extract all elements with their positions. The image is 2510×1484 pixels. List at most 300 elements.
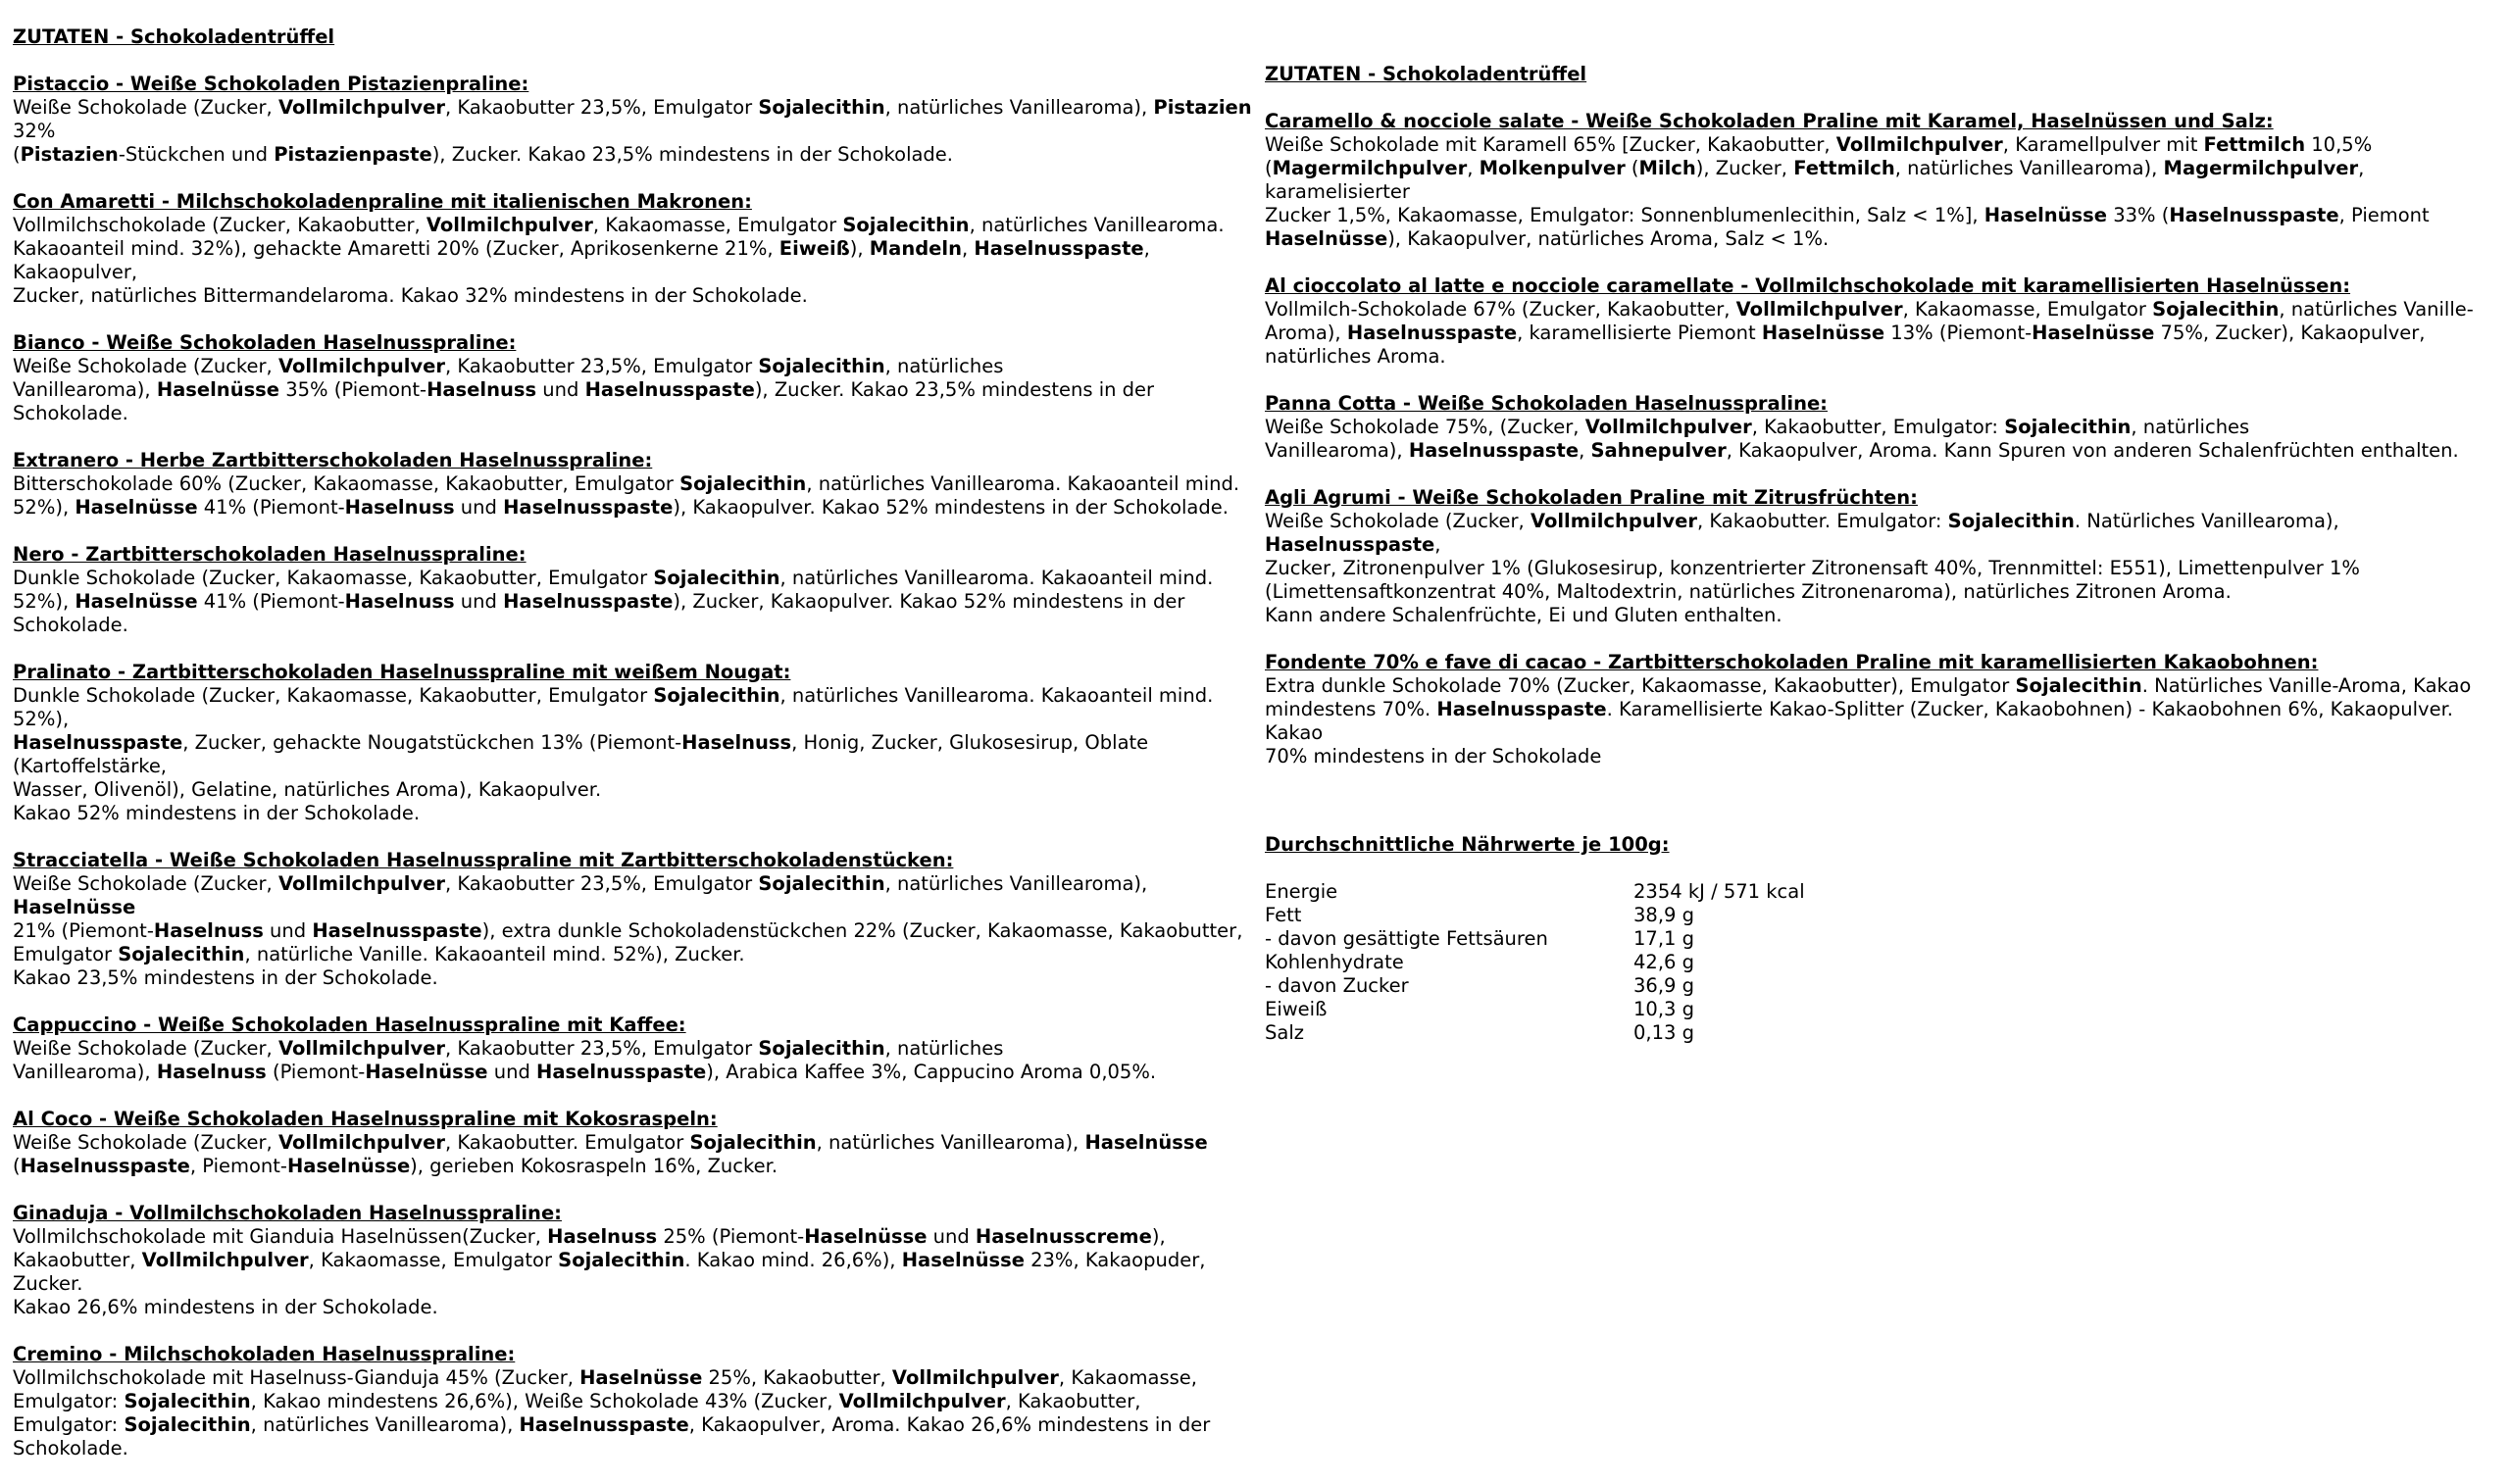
text-run: , karamellisierte Piemont (1517, 322, 1762, 344)
text-run: ), (1151, 1225, 1166, 1248)
allergen-text: Sojalecithin (758, 355, 885, 377)
allergen-text: Haselnuss (681, 731, 792, 754)
ingredient-line (1265, 674, 2502, 698)
text-run: , natürliches (884, 355, 1004, 377)
text-run: , natürliches (2131, 416, 2250, 438)
ingredient-text (1265, 298, 2502, 369)
text-run: , natürliches Vanillearoma. Kakaoanteil mind. (806, 472, 1240, 495)
ingredient-text (13, 1366, 1258, 1460)
text-run: Bitterschokolade 60% (Zucker, Kakaomasse, Kakaobutter, Emulgator (13, 472, 680, 495)
text-run: , Kakaobutter 23,5%, Emulgator (444, 872, 759, 895)
allergen-text: Sojalecithin (2152, 298, 2280, 321)
ingredient-line (13, 1390, 1258, 1413)
text-run: , (1467, 157, 1480, 179)
ingredient-line (13, 919, 1258, 943)
ingredient-block (13, 849, 1258, 990)
ingredient-line (13, 1131, 1258, 1155)
text-run: , Kakaopulver, Aroma. Kakao 26,6% mindestens in der (688, 1413, 1211, 1436)
ingredient-line (1265, 157, 2502, 204)
allergen-text: Haselnusspaste (13, 731, 183, 754)
allergen-text: Vollmilchpulver (838, 1390, 1006, 1412)
allergen-text: Haselnüsse (1265, 227, 1388, 250)
ingredient-block (1265, 110, 2502, 251)
allergen-text: Haselnuss (427, 378, 537, 401)
allergen-text: Haselnusspaste (2169, 204, 2339, 226)
allergen-text: Vollmilchpulver (426, 214, 593, 236)
text-run: 25% (Piemont- (657, 1225, 805, 1248)
text-run: , (1434, 533, 1441, 556)
ingredient-block (13, 1202, 1258, 1319)
allergen-text: Vollmilchpulver (1530, 510, 1697, 532)
text-run: 13% (Piemont- (1884, 322, 2033, 344)
product-title: Ginaduja - Vollmilchschokoladen Haselnusspraline: (13, 1202, 562, 1224)
product-title: Stracciatella - Weiße Schokoladen Haselnusspraline mit Zartbitterschokoladenstücken: (13, 849, 954, 871)
ingredient-line (13, 143, 1258, 167)
ingredient-block (13, 190, 1258, 308)
text-run: ), Zucker, Kakaopulver. Kakao 52% mindestens in der Schokolade. (13, 590, 1185, 636)
allergen-text: Sojalecithin (653, 684, 780, 707)
allergen-text: Haselnüsse (804, 1225, 928, 1248)
text-run: , Kakaobutter 23,5%, Emulgator (444, 96, 759, 119)
ingredient-line (1265, 580, 2502, 604)
allergen-text: Sojalecithin (1947, 510, 2075, 532)
product-title: Cappuccino - Weiße Schokoladen Haselnusspraline mit Kaffee: (13, 1014, 686, 1036)
allergen-text: Haselnüsse (579, 1366, 703, 1389)
text-run: , natürliches Vanille- (2279, 298, 2474, 321)
text-run: , Kakaobutter. Emulgator: (1696, 510, 1948, 532)
allergen-text: Haselnusspaste (312, 919, 482, 942)
text-run: Zucker, Zitronenpulver 1% (Glukosesirup, konzentrierter Zitronensaft 40%, Trennmittel: E551), Limettenpulver 1% (1265, 557, 2360, 579)
nutrition-value: 36,9 g (1633, 974, 1694, 997)
allergen-text: Haselnusspaste (1265, 533, 1435, 556)
text-run: , Kakaomasse, Emulgator (592, 214, 843, 236)
text-run: 23%, Kakaopuder, Zucker. (13, 1249, 1206, 1295)
text-run: Zucker 1,5%, Kakaomasse, Emulgator: Sonnenblumenlecithin, Salz < 1%], (1265, 204, 1984, 226)
ingredient-line (13, 731, 1258, 778)
nutrition-value: 0,13 g (1633, 1021, 1694, 1044)
text-run: , (1579, 439, 1591, 462)
ingredient-line (1265, 133, 2502, 157)
allergen-text: Haselnusspaste (584, 378, 755, 401)
product-title: Pralinato - Zartbitterschokoladen Haselnusspraline mit weißem Nougat: (13, 661, 791, 683)
nutrition-row (1265, 904, 2049, 927)
ingredient-line (13, 966, 1258, 990)
allergen-text: Haselnusspaste (1346, 322, 1518, 344)
allergen-text: Vollmilchpulver (141, 1249, 309, 1271)
allergen-text: Haselnuss (344, 496, 455, 519)
allergen-text: Vollmilchpulver (1735, 298, 1903, 321)
text-run: Emulgator (13, 943, 119, 965)
text-run: , natürliches Vanillearoma. Kakaoanteil mind. 52%), (13, 684, 1214, 730)
text-run: und (454, 496, 504, 519)
text-run: ), Zucker. Kakao 23,5% mindestens in der Schokolade. (13, 378, 1155, 424)
ingredient-line (13, 684, 1258, 731)
text-run: 10,5% (2305, 133, 2373, 156)
nutrition-label: Salz (1265, 1021, 1304, 1044)
ingredient-line (13, 1366, 1258, 1390)
text-run: , natürliches Vanillearoma), (816, 1131, 1085, 1154)
ingredient-line (1265, 557, 2502, 580)
text-run: Kakaobutter, (13, 1249, 142, 1271)
ingredient-line (13, 943, 1258, 966)
text-run: , Karamellpulver mit (2002, 133, 2204, 156)
ingredient-line (13, 355, 1258, 378)
ingredient-line (13, 1037, 1258, 1061)
nutrition-title: Durchschnittliche Nährwerte je 100g: (1265, 833, 1670, 856)
nutrition-label: Eiweiß (1265, 998, 1328, 1020)
allergen-text: Pistazienpaste (274, 143, 432, 166)
ingredient-line (13, 1061, 1258, 1084)
text-run: 52%), (13, 496, 75, 519)
text-run: , Kakaobutter, Emulgator: (1751, 416, 2005, 438)
ingredient-line (13, 237, 1258, 284)
allergen-text: Haselnüsse (1084, 1131, 1208, 1154)
allergen-text: Haselnüsse (901, 1249, 1025, 1271)
text-run: Dunkle Schokolade (Zucker, Kakaomasse, Kakaobutter, Emulgator (13, 684, 654, 707)
nutrition-row (1265, 998, 2049, 1021)
allergen-text: Sojalecithin (118, 943, 245, 965)
allergen-text: Vollmilchpulver (277, 872, 445, 895)
allergen-text: Haselnusspaste (519, 1413, 689, 1436)
text-run: Vollmilchschokolade mit Haselnuss-Gianduja 45% (Zucker, (13, 1366, 580, 1389)
ingredient-line (13, 378, 1258, 425)
allergen-text: Sojalecithin (558, 1249, 685, 1271)
text-run: , Kakaobutter, (1005, 1390, 1141, 1412)
text-run: , natürliches Vanillearoma. Kakaoanteil mind. (779, 567, 1214, 589)
ingredient-block (13, 73, 1258, 167)
ingredient-text (1265, 510, 2502, 627)
allergen-text: Haselnusspaste (503, 496, 674, 519)
left-ingredient-list (13, 73, 1258, 1460)
text-run: 52%), (13, 590, 75, 613)
text-run: Wasser, Olivenöl), Gelatine, natürliches Aroma), Kakaopulver. (13, 778, 602, 801)
text-run: Emulgator: (13, 1413, 125, 1436)
allergen-text: Haselnüsse (1761, 322, 1885, 344)
text-run: Weiße Schokolade mit Karamell 65% [Zucker, Kakaobutter, (1265, 133, 1836, 156)
text-run: und (263, 919, 313, 942)
allergen-text: Vollmilchpulver (277, 1037, 445, 1060)
ingredient-line (13, 1249, 1258, 1296)
allergen-text: Sojalecithin (2015, 674, 2142, 697)
text-run: , Piemont- (189, 1155, 287, 1177)
allergen-text: Sojalecithin (689, 1131, 817, 1154)
ingredient-text (13, 1131, 1258, 1178)
nutrition-label: Energie (1265, 880, 1338, 903)
ingredient-block (13, 449, 1258, 519)
ingredient-text (1265, 674, 2502, 768)
text-run: 35% (Piemont- (279, 378, 427, 401)
text-run: und (454, 590, 504, 613)
text-run: 33% ( (2107, 204, 2170, 226)
ingredient-line (13, 96, 1258, 143)
allergen-text: Haselnusspaste (20, 1155, 190, 1177)
ingredient-line (13, 284, 1258, 308)
allergen-text: Sojalecithin (842, 214, 970, 236)
allergen-text: Sojalecithin (124, 1390, 251, 1412)
ingredient-block (13, 543, 1258, 637)
nutrition-value: 17,1 g (1633, 927, 1694, 950)
allergen-text: Sojalecithin (758, 1037, 885, 1060)
ingredient-block (1265, 486, 2502, 627)
text-run: Dunkle Schokolade (Zucker, Kakaomasse, Kakaobutter, Emulgator (13, 567, 654, 589)
text-run: und (927, 1225, 976, 1248)
allergen-text: Haselnuss (153, 919, 264, 942)
text-run: 41% (Piemont- (197, 590, 345, 613)
allergen-text: Haselnusspaste (536, 1061, 707, 1083)
text-run: (Limettensaftkonzentrat 40%, Maltodextrin, natürliches Zitronenaroma), natürliches Zitronen Aroma. (1265, 580, 2232, 603)
allergen-text: Haselnüsse (156, 378, 280, 401)
ingredient-text (1265, 416, 2502, 463)
allergen-text: Vollmilchpulver (277, 355, 445, 377)
text-run: , Kakaobutter 23,5%, Emulgator (444, 1037, 759, 1060)
product-title: Con Amaretti - Milchschokoladenpraline mit italienischen Makronen: (13, 190, 752, 213)
ingredient-text (13, 872, 1258, 990)
text-run: . Natürliches Vanillearoma), (2074, 510, 2339, 532)
text-run: , Honig, Zucker, Glukosesirup, Oblate (Kartoffelstärke, (13, 731, 1149, 777)
text-run: , natürliches Vanillearoma), (884, 872, 1148, 895)
allergen-text: Haselnusspaste (1408, 439, 1580, 462)
allergen-text: Mandeln (869, 237, 962, 260)
text-run: , Kakaobutter 23,5%, Emulgator (444, 355, 759, 377)
allergen-text: Eiweiß (778, 237, 850, 260)
text-run: , Kakao mindestens 26,6%), Weiße Schokolade 43% (Zucker, (250, 1390, 839, 1412)
product-title: Cremino - Milchschokoladen Haselnusspraline: (13, 1343, 516, 1365)
allergen-text: Sojalecithin (758, 872, 885, 895)
text-run: Weiße Schokolade (Zucker, (1265, 510, 1531, 532)
allergen-text: Vollmilchpulver (891, 1366, 1059, 1389)
text-run: ), (849, 237, 870, 260)
ingredient-line (1265, 510, 2502, 557)
ingredient-block (13, 1014, 1258, 1084)
text-run: Vollmilchschokolade mit Gianduia Haselnüssen(Zucker, (13, 1225, 548, 1248)
ingredient-line (13, 1413, 1258, 1437)
nutrition-label: Fett (1265, 904, 1302, 926)
text-run: und (487, 1061, 537, 1083)
ingredient-block (13, 661, 1258, 825)
ingredient-block (13, 1343, 1258, 1460)
allergen-text: Haselnuss (156, 1061, 267, 1083)
nutrition-label: Kohlenhydrate (1265, 951, 1404, 973)
text-run: 70% mindestens in der Schokolade (1265, 745, 1602, 767)
allergen-text: Fettmilch (2203, 133, 2306, 156)
text-run: natürliches Aroma. (1265, 345, 1446, 368)
nutrition-label: - davon Zucker (1265, 974, 1409, 997)
nutrition-value: 38,9 g (1633, 904, 1694, 926)
ingredient-text (1265, 133, 2502, 251)
ingredient-block (1265, 651, 2502, 768)
ingredient-line (13, 1296, 1258, 1319)
left-ingredients-column (13, 0, 1258, 1484)
ingredient-text (13, 567, 1258, 637)
text-run: Weiße Schokolade (Zucker, (13, 96, 278, 119)
allergen-text: Haselnuss (547, 1225, 658, 1248)
nutrition-value: 42,6 g (1633, 951, 1694, 973)
allergen-text: Vollmilchpulver (1835, 133, 2003, 156)
ingredient-line (13, 1437, 1258, 1460)
text-run: (Piemont- (266, 1061, 366, 1083)
nutrition-section (1265, 833, 2049, 1045)
product-title: Agli Agrumi - Weiße Schokoladen Praline mit Zitrusfrüchten: (1265, 486, 1918, 509)
text-run: , (961, 237, 975, 260)
text-run: Weiße Schokolade (Zucker, (13, 1037, 278, 1060)
allergen-text: Vollmilchpulver (277, 96, 445, 119)
allergen-text: Milch (1638, 157, 1696, 179)
allergen-text: Haselnüsse (365, 1061, 488, 1083)
allergen-text: Haselnüsse (75, 496, 198, 519)
text-run: , Kakaomasse, (1058, 1366, 1198, 1389)
ingredient-text (13, 1225, 1258, 1319)
text-run: ( (1625, 157, 1639, 179)
ingredient-line (1265, 416, 2502, 439)
text-run: Aroma), (1265, 322, 1347, 344)
text-run: , Kakaomasse, Emulgator (1902, 298, 2153, 321)
allergen-text: Fettmilch (1793, 157, 1895, 179)
right-ingredient-list (1265, 110, 2502, 768)
text-run: ), Zucker, (1695, 157, 1794, 179)
allergen-text: Haselnuss (344, 590, 455, 613)
text-run: Weiße Schokolade (Zucker, (13, 355, 278, 377)
text-run: Extra dunkle Schokolade 70% (Zucker, Kakaomasse, Kakaobutter), Emulgator (1265, 674, 2016, 697)
ingredient-text (13, 214, 1258, 308)
allergen-text: Sojalecithin (2004, 416, 2132, 438)
allergen-text: Haselnüsse (286, 1155, 411, 1177)
allergen-text: Magermilchpulver (2163, 157, 2359, 179)
ingredient-line (13, 567, 1258, 590)
text-run: ), gerieben Kokosraspeln 16%, Zucker. (410, 1155, 778, 1177)
ingredient-text (13, 472, 1258, 519)
text-run: Emulgator: (13, 1390, 125, 1412)
ingredient-line (13, 1225, 1258, 1249)
text-run: ( (13, 1155, 21, 1177)
text-run: Kann andere Schalenfrüchte, Ei und Gluten enthalten. (1265, 604, 1782, 626)
text-run: Vanillearoma), (13, 378, 157, 401)
text-run: , natürliche Vanille. Kakaoanteil mind. 52%), Zucker. (244, 943, 745, 965)
ingredient-line (13, 472, 1258, 496)
allergen-text: Magermilchpulver (1272, 157, 1468, 179)
ingredient-block (1265, 392, 2502, 463)
nutrition-value: 10,3 g (1633, 998, 1694, 1020)
ingredient-text (13, 1037, 1258, 1084)
nutrition-table (1265, 880, 2049, 1045)
allergen-text: Pistazien (20, 143, 119, 166)
allergen-text: Haselnüsse (75, 590, 198, 613)
product-title: Al cioccolato al latte e nocciole caramellate - Vollmilchschokolade mit karamellisierten Haselnüssen: (1265, 274, 2351, 297)
text-run: 25%, Kakaobutter, (702, 1366, 892, 1389)
ingredient-line (1265, 604, 2502, 627)
ingredient-line (1265, 698, 2502, 745)
allergen-text: Pistazien (1153, 96, 1252, 119)
allergen-text: Haselnusscreme (975, 1225, 1152, 1248)
nutrition-label: - davon gesättigte Fettsäuren (1265, 927, 1548, 950)
ingredient-block (1265, 274, 2502, 369)
ingredient-line (1265, 322, 2502, 345)
product-title: Fondente 70% e fave di cacao - Zartbitterschokoladen Praline mit karamellisierten Kakaobohnen: (1265, 651, 2319, 673)
product-title: Pistaccio - Weiße Schokoladen Pistazienpraline: (13, 73, 529, 95)
nutrition-row (1265, 927, 2049, 951)
text-run: Weiße Schokolade 75%, (Zucker, (1265, 416, 1585, 438)
ingredient-line (1265, 345, 2502, 369)
allergen-text: Haselnüsse (13, 896, 136, 918)
ingredient-text (13, 355, 1258, 425)
text-run: Schokolade. (13, 1437, 128, 1459)
ingredient-line (1265, 745, 2502, 768)
text-run: 41% (Piemont- (197, 496, 345, 519)
product-title: Panna Cotta - Weiße Schokoladen Haselnusspraline: (1265, 392, 1828, 415)
ingredient-block (13, 1108, 1258, 1178)
allergen-text: Vollmilchpulver (1584, 416, 1752, 438)
text-run: -Stückchen und (118, 143, 275, 166)
ingredient-line (13, 496, 1258, 519)
text-run: ( (13, 143, 21, 166)
allergen-text: Haselnusspaste (1436, 698, 1607, 720)
text-run: , natürliches (884, 1037, 1004, 1060)
ingredient-line (1265, 204, 2502, 227)
nutrition-row (1265, 1021, 2049, 1045)
allergen-text: Haselnüsse (2032, 322, 2155, 344)
ingredient-line (13, 872, 1258, 919)
text-run: , natürliches Vanillearoma), (1894, 157, 2164, 179)
text-run: ), Kakaopulver. Kakao 52% mindestens in der Schokolade. (673, 496, 1229, 519)
text-run: . Karamellisierte Kakao-Splitter (Zucker, Kakaobohnen) - Kakaobohnen 6%, Kakaopulver. Kakao (1265, 698, 2453, 744)
text-run: , Kakaopulver, (13, 237, 1150, 283)
left-heading: ZUTATEN - Schokoladentrüffel (13, 25, 335, 48)
nutrition-row (1265, 880, 2049, 904)
text-run: , karamelisierter (1265, 157, 2365, 203)
ingredient-line (1265, 439, 2502, 463)
text-run: ), Kakaopulver, natürliches Aroma, Salz < 1%. (1387, 227, 1830, 250)
allergen-text: Sahnepulver (1590, 439, 1727, 462)
allergen-text: Sojalecithin (124, 1413, 251, 1436)
text-run: , Kakaomasse, Emulgator (308, 1249, 559, 1271)
text-run: 21% (Piemont- (13, 919, 154, 942)
text-run: und (536, 378, 585, 401)
ingredient-text (13, 684, 1258, 825)
text-run: , Kakaobutter. Emulgator (444, 1131, 690, 1154)
allergen-text: Haselnusspaste (974, 237, 1144, 260)
product-title: Bianco - Weiße Schokoladen Haselnusspraline: (13, 331, 517, 354)
right-ingredients-column (1265, 0, 2502, 792)
text-run: 32% (13, 120, 56, 142)
ingredient-line (1265, 227, 2502, 251)
text-run: Zucker, natürliches Bittermandelaroma. Kakao 32% mindestens in der Schokolade. (13, 284, 808, 307)
product-title: Extranero - Herbe Zartbitterschokoladen Haselnusspraline: (13, 449, 653, 471)
text-run: Kakao 26,6% mindestens in der Schokolade. (13, 1296, 438, 1318)
text-run: , natürliches Vanillearoma), (250, 1413, 520, 1436)
allergen-text: Sojalecithin (758, 96, 885, 119)
ingredient-text (13, 96, 1258, 167)
text-run: Vanillearoma), (13, 1061, 157, 1083)
product-title: Al Coco - Weiße Schokoladen Haselnusspraline mit Kokosraspeln: (13, 1108, 718, 1130)
text-run: ( (1265, 157, 1273, 179)
allergen-text: Sojalecithin (679, 472, 807, 495)
ingredient-line (13, 1155, 1258, 1178)
text-run: , Piemont (2338, 204, 2430, 226)
allergen-text: Molkenpulver (1479, 157, 1626, 179)
text-run: . Kakao mind. 26,6%), (684, 1249, 902, 1271)
text-run: ), extra dunkle Schokoladenstückchen 22% (Zucker, Kakaomasse, Kakaobutter, (481, 919, 1243, 942)
text-run: Kakaoanteil mind. 32%), gehackte Amaretti 20% (Zucker, Aprikosenkerne 21%, (13, 237, 779, 260)
ingredient-line (13, 778, 1258, 802)
allergen-text: Haselnüsse (1983, 204, 2107, 226)
text-run: . Natürliches Vanille-Aroma, Kakao (2141, 674, 2472, 697)
allergen-text: Sojalecithin (653, 567, 780, 589)
product-title: Nero - Zartbitterschokoladen Haselnusspraline: (13, 543, 527, 566)
text-run: Weiße Schokolade (Zucker, (13, 1131, 278, 1154)
text-run: Vanillearoma), (1265, 439, 1409, 462)
product-title: Caramello & nocciole salate - Weiße Schokoladen Praline mit Karamel, Haselnüssen und Salz: (1265, 110, 2274, 132)
allergen-text: Haselnusspaste (503, 590, 674, 613)
ingredient-block (13, 331, 1258, 425)
